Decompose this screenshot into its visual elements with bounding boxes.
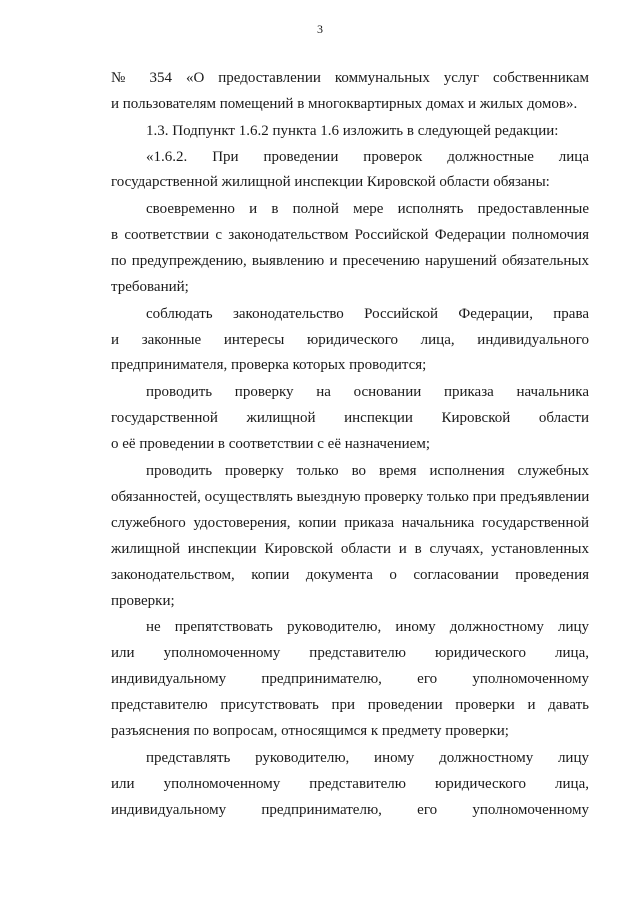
text-line: требований; — [111, 279, 189, 295]
text-line: не препятствовать руководителю, иному должностному лицу — [146, 619, 589, 635]
text-line: или уполномоченному представителю юридического лица, — [111, 645, 589, 661]
text-line: о её проведении в соответствии с её назначением; — [111, 436, 430, 452]
text-line: № 354 «О предоставлении коммунальных услуг собственникам — [111, 70, 589, 86]
text-line: 1.3. Подпункт 1.6.2 пункта 1.6 изложить в следующей редакции: — [146, 123, 559, 139]
text-line: проверки; — [111, 593, 175, 609]
text-line: или уполномоченному представителю юридического лица, — [111, 776, 589, 792]
text-line: «1.6.2. При проведении проверок должностные лица — [146, 149, 589, 165]
text-line: индивидуальному предпринимателю, его уполномоченному — [111, 802, 589, 818]
page-number: 3 — [317, 22, 323, 36]
text-line: по предупреждению, выявлению и пресечению нарушений обязательных — [111, 253, 589, 269]
text-line: обязанностей, осуществлять выездную проверку только при предъявлении — [111, 489, 590, 505]
text-line: индивидуальному предпринимателю, его уполномоченному — [111, 671, 589, 687]
text-line: законодательством, копии документа о согласовании проведения — [111, 567, 589, 583]
text-line: служебного удостоверения, копии приказа начальника государственной — [111, 515, 589, 531]
text-line: своевременно и в полной мере исполнять предоставленные — [146, 201, 589, 217]
text-line: разъяснения по вопросам, относящимся к предмету проверки; — [111, 723, 509, 739]
text-line: предпринимателя, проверка которых проводится; — [111, 357, 427, 373]
text-line: и пользователям помещений в многоквартирных домах и жилых домов». — [111, 96, 578, 112]
text-line: представителю присутствовать при проведении проверки и давать — [111, 697, 589, 713]
text-line: и законные интересы юридического лица, индивидуального — [111, 332, 589, 348]
text-line: жилищной инспекции Кировской области и в случаях, установленных — [111, 541, 589, 557]
text-line: проводить проверку только во время исполнения служебных — [146, 463, 589, 479]
text-line: соблюдать законодательство Российской Федерации, права — [146, 306, 589, 322]
text-line: проводить проверку на основании приказа начальника — [146, 384, 589, 400]
text-line: государственной жилищной инспекции Кировской области — [111, 410, 589, 426]
text-line: в соответствии с законодательством Российской Федерации полномочия — [111, 227, 589, 243]
text-line: представлять руководителю, иному должностному лицу — [146, 750, 589, 766]
text-line: государственной жилищной инспекции Кировской области обязаны: — [111, 174, 550, 190]
